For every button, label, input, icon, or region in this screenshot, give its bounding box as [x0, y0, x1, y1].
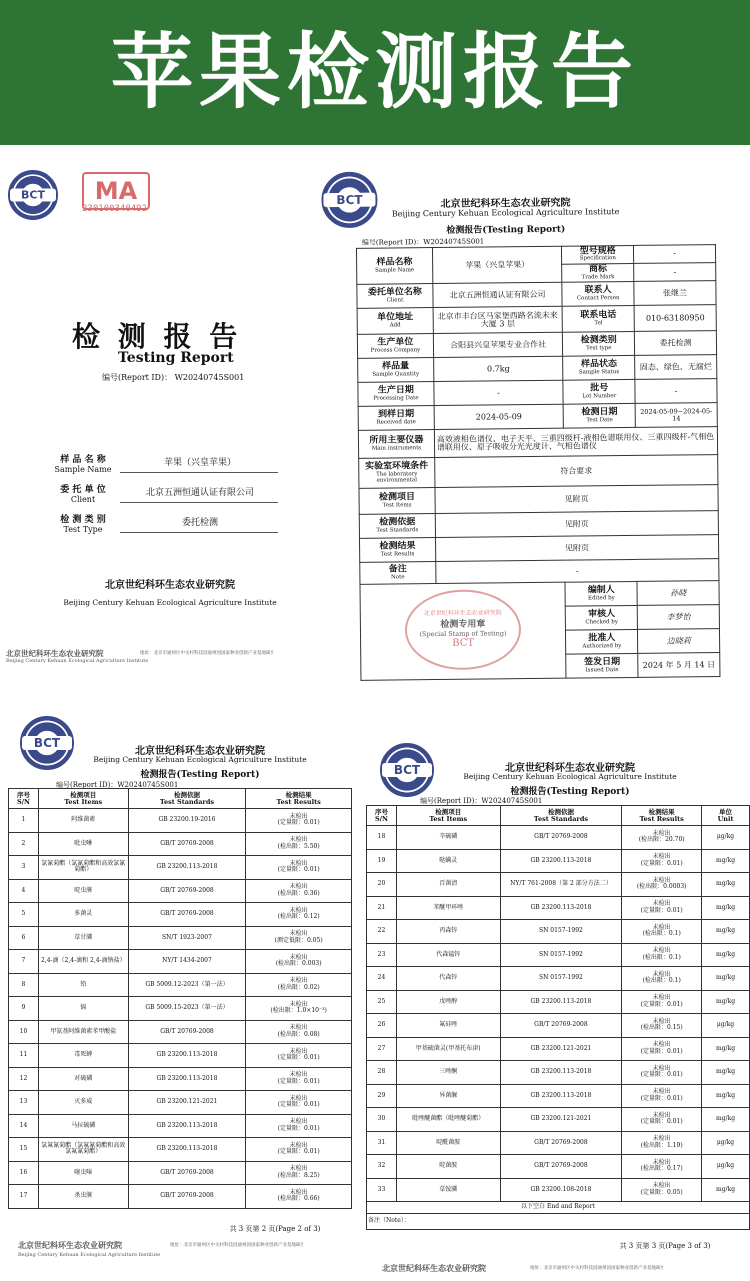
result-test-standard: GB/T 20769-2008 [128, 903, 246, 927]
result-sn: 8 [9, 973, 39, 997]
result-row [9, 809, 352, 833]
result-sn: 23 [367, 943, 397, 967]
bct-logo: BCT [20, 716, 74, 770]
page2-footer-cn: 北京世纪科环生态农业研究院 [18, 1240, 122, 1250]
result-row [9, 1138, 352, 1162]
result-test-standard: GB 23200.113-2018 [500, 1061, 622, 1085]
page2-title: 检测报告(Testing Report) [140, 770, 260, 780]
result-test-standard: GB 23200.113-2018 [128, 1044, 246, 1068]
result-value: 未检出 (检出限：0.02) [246, 973, 352, 997]
report-org-cn: 北京世纪科环生态农业研究院 [440, 197, 571, 210]
result-test-standard: NY/T 761-2008（第 2 部分方法二） [500, 873, 622, 897]
editor-signature: 孙晓 [637, 581, 719, 606]
result-value: 未检出 (检出限：0.15) [622, 1014, 702, 1038]
result-test-standard: GB 5009.12-2023（第一法） [128, 973, 246, 997]
result-unit: mg/kg [702, 849, 750, 873]
result-sn: 1 [9, 809, 39, 833]
result-test-item: 吡虫啉 [38, 832, 128, 856]
testing-stamp: 北京世纪科环生态农业研究院 检测专用章 (Special Stamp of Testing) BCT [405, 590, 522, 671]
result-unit: mg/kg [702, 920, 750, 944]
result-sn: 12 [9, 1067, 39, 1091]
page3-title: 检测报告(Testing Report) [510, 787, 630, 797]
result-row [9, 926, 352, 950]
result-test-standard: GB 5009.15-2023（第一法） [128, 997, 246, 1021]
result-sn: 22 [367, 920, 397, 944]
result-unit: mg/kg [702, 1061, 750, 1085]
result-row [367, 1014, 750, 1038]
result-value: 未检出 (检出限：0.12) [246, 903, 352, 927]
result-test-item: 甲基硫菌灵(甲基托布津) [396, 1037, 500, 1061]
end-of-report: 以下空白 End and Report [367, 1202, 750, 1214]
result-sn: 6 [9, 926, 39, 950]
result-test-standard: GB 23200.113-2018 [128, 1138, 246, 1162]
cover-title-en: Testing Report [118, 350, 234, 366]
result-test-item: 百菌清 [396, 873, 500, 897]
cover-field-value: 委托检测 [181, 518, 218, 528]
result-test-standard: GB 23200.113-2018 [500, 1084, 622, 1108]
result-sn: 21 [367, 896, 397, 920]
report-info-page [315, 160, 750, 724]
page3-footer-addr: 地址：北京市通州区中关村科技园通州园国家种业创新产业基地B区 [530, 1266, 664, 1271]
cover-report-no: 编号(Report ID)： W20240745S001 [102, 373, 245, 382]
result-value: 未检出 (检出限：0.1) [622, 943, 702, 967]
result-row [367, 1061, 750, 1085]
report-title: 检测报告(Testing Report) [446, 224, 566, 236]
result-unit: mg/kg [702, 967, 750, 991]
result-unit: mg/kg [702, 1108, 750, 1132]
result-row [9, 997, 352, 1021]
result-test-item: 代森锰锌 [396, 943, 500, 967]
result-row [367, 873, 750, 897]
report-no: 编号(Report ID)：W20240745S001 [361, 237, 485, 247]
result-test-standard: SN 0157-1992 [500, 920, 622, 944]
result-sn: 4 [9, 879, 39, 903]
title-banner [0, 0, 750, 145]
result-test-item: 马拉硫磷 [38, 1114, 128, 1138]
result-row [367, 1108, 750, 1132]
cover-field-value: 北京五洲恒通认证有限公司 [145, 488, 254, 498]
result-test-item: 啶酰菌胺 [396, 1131, 500, 1155]
result-value: 未检出 (定量限：0.01) [622, 849, 702, 873]
result-row [9, 1067, 352, 1091]
result-sn: 31 [367, 1131, 397, 1155]
result-test-item: 氯氰菊酯（氯氰菊酯和高效氯氰菊酯） [38, 856, 128, 880]
result-test-standard: GB 23200.108-2018 [500, 1178, 622, 1202]
result-sn: 3 [9, 856, 39, 880]
result-value: 未检出 (检出限：0.66) [246, 1185, 352, 1209]
result-row [9, 1020, 352, 1044]
result-test-item: 草铵膦 [396, 1178, 500, 1202]
result-row [9, 1091, 352, 1115]
result-test-standard: GB/T 20769-2008 [128, 1161, 246, 1185]
result-test-standard: GB/T 20769-2008 [128, 1020, 246, 1044]
results-page-2 [0, 712, 360, 1281]
result-sn: 30 [367, 1108, 397, 1132]
result-value: 未检出 (定量限：0.01) [622, 990, 702, 1014]
result-test-standard: GB 23200.113-2018 [128, 856, 246, 880]
result-test-item: 苯醚甲环唑 [396, 896, 500, 920]
result-value: 未检出 (检出限：0.36) [246, 879, 352, 903]
result-value: 未检出 (定量限：0.05) [622, 1178, 702, 1202]
result-value: 未检出 (测定低限：0.05) [246, 926, 352, 950]
result-sn: 27 [367, 1037, 397, 1061]
report-info-table: 样品名称 Sample Name 苹果（兴皇苹果） 型号规格 Specification - 商标 Trade Mark - 委托单位名称 Client 北京五洲恒通认证有限公司 联系人 Contact Person 张继兰 单位地址 Add 北京市丰台区马家堡西路名流未来大厦 3 层 联系电话 Tel 010-63180950 生产单位 Process Company 合阳县兴皇苹果专业合作社 检测类别 Test type 委托检测 样品量 Sample Quantity 0.7kg 样品状态 Sample Status 固态、绿色、无腐烂 生产日期 Processing Date - 批号 Lot Number - 到样日期 Received date 2024-05-09 检测日期 Test Date 2024-05-09~2024-05-14 所用主要仪器 Main instruments 高效液相色谱仪、电子天平、三重四级杆-液相色谱联用仪、三重四级杆-气相色谱联用仪、原子吸收分光光度计、气相色谱仪 实验室环境条件 The laboratory environmental 符合要求 检测项目 Test Items 见附页 检测依据 Test Standards 见附页 检测结果 Test Results 见附页 备注 Note - 北京世纪科环生态农业研究院 检测专用章 (Special Stamp of Testing) BCT 编制人 Edited by 孙晓 审核人 Checked by 李梦怡 批准人 Authorized by 边晓莉 签发日期 Issued Date 2024 年 5 月 14 日 [356, 244, 721, 681]
result-test-item: 杀虫脒 [38, 1185, 128, 1209]
result-unit: mg/kg [702, 873, 750, 897]
result-sn: 20 [367, 873, 397, 897]
result-row [9, 879, 352, 903]
cover-org-cn: 北京世纪科环生态农业研究院 [105, 580, 235, 591]
page2-footer-en: Beijing Century Kehuan Ecological Agriculture Institute [18, 1252, 161, 1258]
result-row [9, 973, 352, 997]
result-value: 未检出 (定量限：0.01) [246, 1091, 352, 1115]
result-test-standard: GB/T 20769-2008 [500, 1155, 622, 1179]
result-value: 未检出 (定量限：0.01) [622, 1061, 702, 1085]
result-sn: 32 [367, 1155, 397, 1179]
result-row [9, 950, 352, 974]
result-test-standard: GB 23200.121-2021 [128, 1091, 246, 1115]
result-test-item: 草甘膦 [38, 926, 128, 950]
cover-title: 检 测 报 告 [72, 320, 242, 353]
result-unit: mg/kg [702, 1084, 750, 1108]
result-sn: 13 [9, 1091, 39, 1115]
result-sn: 11 [9, 1044, 39, 1068]
cover-field-value: 苹果（兴皇苹果） [163, 458, 236, 468]
page3-org-en: Beijing Century Kehuan Ecological Agriculture Institute [463, 772, 677, 781]
result-unit: μg/kg [702, 1131, 750, 1155]
checker-signature: 李梦怡 [637, 605, 719, 630]
cover-field-label: 检 测 类 别 Test Type [60, 515, 106, 534]
result-value: 未检出 (检出限：0.1) [622, 920, 702, 944]
result-row [367, 1155, 750, 1179]
result-row [367, 1178, 750, 1202]
result-test-item: 毒死蜱 [38, 1044, 128, 1068]
results-page-3 [360, 735, 750, 1281]
cover-footer-addr: 地址：北京市通州区中关村科技园通州园国家种业创新产业基地B区 [140, 651, 274, 656]
result-test-standard: GB/T 20769-2008 [500, 1131, 622, 1155]
result-sn: 26 [367, 1014, 397, 1038]
result-sn: 24 [367, 967, 397, 991]
result-test-item: 多菌灵 [38, 903, 128, 927]
result-test-standard: GB/T 20769-2008 [500, 1014, 622, 1038]
result-sn: 9 [9, 997, 39, 1021]
result-test-item: 辛硫磷 [396, 826, 500, 850]
cover-page [0, 160, 330, 700]
result-value: 未检出 (定量限：0.01) [622, 1108, 702, 1132]
result-value: 未检出 (检出限：1.19) [622, 1131, 702, 1155]
page3-org-cn: 北京世纪科环生态农业研究院 [505, 763, 635, 774]
result-value: 未检出 (检出限：0.1) [622, 967, 702, 991]
result-row [367, 1084, 750, 1108]
page2-org-cn: 北京世纪科环生态农业研究院 [135, 746, 265, 757]
result-row [367, 826, 750, 850]
cover-footer-cn: 北京世纪科环生态农业研究院 [6, 649, 104, 658]
result-test-item: 三唑酮 [396, 1061, 500, 1085]
result-sn: 29 [367, 1084, 397, 1108]
result-test-item: 对硫磷 [38, 1067, 128, 1091]
result-test-standard: GB/T 20769-2008 [128, 879, 246, 903]
result-value: 未检出 (检出限：0.08) [246, 1020, 352, 1044]
result-test-item: 代森锌 [396, 967, 500, 991]
page2-footer-addr: 地址：北京市通州区中关村科技园通州园国家种业创新产业基地B区 [170, 1243, 304, 1248]
result-test-standard: GB 23200.19-2016 [128, 809, 246, 833]
page3-note: 备注（Note）： [367, 1214, 750, 1230]
result-unit: mg/kg [702, 990, 750, 1014]
result-row [367, 896, 750, 920]
result-test-standard: GB 23200.113-2018 [128, 1114, 246, 1138]
result-row [367, 920, 750, 944]
page2-page-number: 共 3 页第 2 页(Page 2 of 3) [229, 1225, 321, 1233]
result-unit: μg/kg [702, 826, 750, 850]
result-value: 未检出 (定量限：0.01) [246, 856, 352, 880]
result-test-standard: GB/T 20769-2008 [128, 1185, 246, 1209]
result-value: 未检出 (定量限：0.01) [246, 1044, 352, 1068]
result-row [9, 1185, 352, 1209]
result-row [367, 1131, 750, 1155]
result-unit: mg/kg [702, 943, 750, 967]
page3-footer-cn: 北京世纪科环生态农业研究院 [382, 1263, 486, 1273]
result-value: 未检出 (定量限：0.01) [246, 1114, 352, 1138]
result-row [9, 1044, 352, 1068]
result-test-item: 啶菌胺 [396, 1155, 500, 1179]
cma-mark: MA [82, 172, 150, 210]
result-unit: mg/kg [702, 896, 750, 920]
result-test-item: 甲氨基阿维菌素苯甲酸盐 [38, 1020, 128, 1044]
cover-org-en: Beijing Century Kehuan Ecological Agriculture Institute [63, 598, 277, 607]
result-test-item: 噻虫嗪 [38, 1161, 128, 1185]
result-value: 未检出 (检出限：8.25) [246, 1161, 352, 1185]
result-test-item: 吡唑醚菌酯（吡唑醚菊酯） [396, 1108, 500, 1132]
result-sn: 28 [367, 1061, 397, 1085]
result-test-item: 阿维菌素 [38, 809, 128, 833]
result-sn: 33 [367, 1178, 397, 1202]
result-value: 未检出 (定量限：0.01) [622, 1084, 702, 1108]
result-test-standard: GB/T 20769-2008 [128, 832, 246, 856]
result-test-item: 戊唑醇 [396, 990, 500, 1014]
page2-report-no: 编号(Report ID)：W20240745S001 [56, 781, 179, 789]
result-sn: 7 [9, 950, 39, 974]
result-row [9, 1114, 352, 1138]
result-test-item: 哒螨灵 [396, 849, 500, 873]
result-sn: 25 [367, 990, 397, 1014]
result-value: 未检出 (检出限：0.0003) [622, 873, 702, 897]
result-sn: 16 [9, 1161, 39, 1185]
result-value: 未检出 (定量限：0.01) [246, 1067, 352, 1091]
result-sn: 14 [9, 1114, 39, 1138]
result-sn: 10 [9, 1020, 39, 1044]
cma-number: 230100340492 [82, 204, 148, 214]
result-value: 未检出 (检出限：1.0×10⁻³) [246, 997, 352, 1021]
approver-signature: 边晓莉 [638, 629, 720, 654]
bct-logo: BCT [380, 743, 434, 797]
page3-page-number: 共 3 页第 3 页(Page 3 of 3) [619, 1242, 711, 1250]
result-test-standard: GB 23200.113-2018 [500, 896, 622, 920]
result-test-standard: SN/T 1923-2007 [128, 926, 246, 950]
result-unit: mg/kg [702, 1178, 750, 1202]
result-unit: μg/kg [702, 1155, 750, 1179]
result-test-item: 镉 [38, 997, 128, 1021]
result-sn: 19 [367, 849, 397, 873]
result-test-item: 异菌脲 [396, 1084, 500, 1108]
result-sn: 18 [367, 826, 397, 850]
result-test-item: 啶虫脒 [38, 879, 128, 903]
result-row [9, 1161, 352, 1185]
result-row [9, 832, 352, 856]
result-test-item: 丙森锌 [396, 920, 500, 944]
result-test-standard: GB 23200.113-2018 [500, 990, 622, 1014]
result-value: 未检出 (检出限：0.17) [622, 1155, 702, 1179]
result-test-standard: GB/T 20769-2008 [500, 826, 622, 850]
result-test-standard: NY/T 1434-2007 [128, 950, 246, 974]
result-row [367, 967, 750, 991]
result-test-item: 灭多威 [38, 1091, 128, 1115]
result-test-standard: GB 23200.113-2018 [128, 1067, 246, 1091]
result-test-item: 氟硅唑 [396, 1014, 500, 1038]
result-test-item: 氯氟氰菊酯（氯氟氰菊酯和高效氯氟氰菊酯） [38, 1138, 128, 1162]
result-sn: 2 [9, 832, 39, 856]
cover-field-label: 样 品 名 称 Sample Name [54, 455, 112, 474]
result-value: 未检出 (定量限：0.01) [246, 1138, 352, 1162]
result-test-standard: GB 23200.121-2021 [500, 1108, 622, 1132]
result-row [9, 903, 352, 927]
result-sn: 17 [9, 1185, 39, 1209]
page2-org-en: Beijing Century Kehuan Ecological Agriculture Institute [93, 755, 307, 764]
result-sn: 5 [9, 903, 39, 927]
results-table-3: 序号 S/N 检测项目 Test Items 检测依据 Test Standards 检测结果 Test Results 单位 Unit 18 辛硫磷 GB/T 20769-2008 未检出 (检出限：20.70) μg/kg 19 哒螨灵 GB 23200.113-2018 未检出 (定量限：0.01) mg/kg 20 百菌清 NY/T 761-2008（第 2 部分方法二） 未检出 (检出限：0.0003) mg/kg 21 苯醚甲环唑 GB 23200.113-2018 未检出 (定量限：0.01) mg/kg 22 丙森锌 SN 0157-1992 未检出 (检出限：0.1) mg/kg 23 代森锰锌 SN 0157-1992 未检出 (检出限：0.1) mg/kg 24 代森锌 SN 0157-1992 未检出 (检出限：0.1) mg/kg 25 戊唑醇 GB 23200.113-2018 未检出 (定量限：0.01) mg/kg 26 氟硅唑 GB/T 20769-2008 未检出 (检出限：0.15) μg/kg 27 甲基硫菌灵(甲基托布津) GB 23200.121-2021 未检出 (定量限：0.01) mg/kg 28 三唑酮 GB 23200.113-2018 未检出 (定量限：0.01) mg/kg 29 异菌脲 GB 23200.113-2018 未检出 (定量限：0.01) mg/kg 30 吡唑醚菌酯（吡唑醚菊酯） GB 23200.121-2021 未检出 (定量限：0.01) mg/kg 31 啶酰菌胺 GB/T 20769-2008 未检出 (检出限：1.19) μg/kg 32 啶菌胺 GB/T 20769-2008 未检出 (检出限：0.17) μg/kg 33 草铵膦 GB 23200.108-2018 未检出 (定量限：0.05) mg/kg 以下空白 End and Report 备注（Note）： [366, 805, 750, 1230]
banner-title: 苹果检测报告 [110, 24, 639, 120]
result-sn: 15 [9, 1138, 39, 1162]
result-value: 未检出 (定量限：0.01) [622, 896, 702, 920]
result-row [9, 856, 352, 880]
result-test-standard: GB 23200.121-2021 [500, 1037, 622, 1061]
result-unit: mg/kg [702, 1037, 750, 1061]
result-unit: μg/kg [702, 1014, 750, 1038]
results-table-2: 序号 S/N 检测项目 Test Items 检测依据 Test Standards 检测结果 Test Results 1 阿维菌素 GB 23200.19-2016 未检出 (定量限：0.01) 2 吡虫啉 GB/T 20769-2008 未检出 (检出限：5.50) 3 氯氰菊酯（氯氰菊酯和高效氯氰菊酯） GB 23200.113-2018 未检出 (定量限：0.01) 4 啶虫脒 GB/T 20769-2008 未检出 (检出限：0.36) 5 多菌灵 GB/T 20769-2008 未检出 (检出限：0.12) 6 草甘膦 SN/T 1923-2007 未检出 (测定低限：0.05) 7 2,4-滴（2,4-滴和 2,4-滴钠盐） NY/T 1434-2007 未检出 (检出限：0.003) 8 铅 GB 5009.12-2023（第一法） 未检出 (检出限：0.02) 9 镉 GB 5009.15-2023（第一法） 未检出 (检出限：1.0×10⁻³) 10 甲氨基阿维菌素苯甲酸盐 GB/T 20769-2008 未检出 (检出限：0.08) 11 毒死蜱 GB 23200.113-2018 未检出 (定量限：0.01) 12 对硫磷 GB 23200.113-2018 未检出 (定量限：0.01) 13 灭多威 GB 23200.121-2021 未检出 (定量限：0.01) 14 马拉硫磷 GB 23200.113-2018 未检出 (定量限：0.01) 15 氯氟氰菊酯（氯氟氰菊酯和高效氯氟氰菊酯） GB 23200.113-2018 未检出 (定量限：0.01) 16 噻虫嗪 GB/T 20769-2008 未检出 (检出限：8.25) 17 杀虫脒 GB/T 20769-2008 未检出 (检出限：0.66) [8, 788, 352, 1209]
bct-logo: BCT [321, 172, 378, 229]
result-value: 未检出 (定量限：0.01) [246, 809, 352, 833]
page3-report-no: 编号(Report ID)：W20240745S001 [420, 797, 543, 805]
result-row [367, 1037, 750, 1061]
result-value: 未检出 (定量限：0.01) [622, 1037, 702, 1061]
bct-logo: BCT [8, 170, 58, 220]
result-value: 未检出 (检出限：5.50) [246, 832, 352, 856]
result-test-item: 铅 [38, 973, 128, 997]
result-row [367, 990, 750, 1014]
result-value: 未检出 (检出限：0.003) [246, 950, 352, 974]
result-test-item: 2,4-滴（2,4-滴和 2,4-滴钠盐） [38, 950, 128, 974]
result-test-standard: SN 0157-1992 [500, 943, 622, 967]
cover-footer-en: Beijing Century Kehuan Ecological Agriculture Institute [6, 658, 149, 664]
result-value: 未检出 (检出限：20.70) [622, 826, 702, 850]
cover-field-label: 委 托 单 位 Client [60, 485, 106, 504]
result-row [367, 849, 750, 873]
result-test-standard: SN 0157-1992 [500, 967, 622, 991]
result-test-standard: GB 23200.113-2018 [500, 849, 622, 873]
result-row [367, 943, 750, 967]
report-org-en: Beijing Century Kehuan Ecological Agriculture Institute [391, 207, 620, 219]
